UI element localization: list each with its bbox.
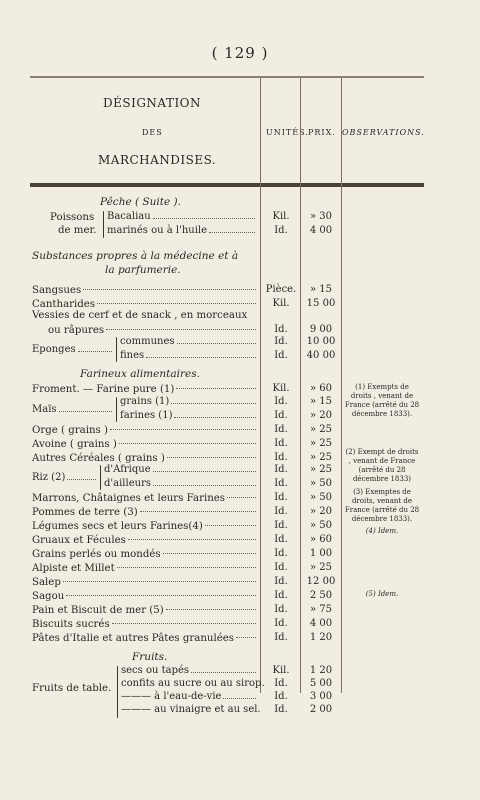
unit-cell: Id. [274, 704, 288, 715]
header-marchandises: MARCHANDISES. [98, 153, 217, 167]
header-rule [30, 183, 424, 187]
unit-cell: Id. [274, 350, 288, 361]
item-row: Pain et Biscuit de mer (5) [32, 604, 258, 617]
item-row: Froment. — Farine pure (1) [32, 383, 258, 396]
unit-cell: Id. [274, 324, 288, 335]
unit-cell: Id. [274, 618, 288, 629]
observation-note: (3) Exemptes de droits, venant de France (arrêté du 28 décembre 1833). [344, 488, 420, 523]
price-cell: » 60 [309, 534, 333, 545]
group-label: Poissons [50, 212, 95, 223]
item-label: ——— au vinaigre et au sel. [121, 704, 261, 715]
header-observations: OBSERVATIONS. [342, 128, 425, 137]
unit-cell: Id. [274, 520, 288, 531]
item-row: Pâtes d'Italie et autres Pâtes granulées [32, 632, 258, 645]
column-rule [341, 78, 342, 693]
item-label: d'ailleurs [104, 478, 258, 489]
item-row: Sangsues [32, 284, 258, 297]
unit-cell: Pièce. [265, 284, 297, 295]
item-row: Sagou [32, 590, 258, 603]
item-row: Orge ( grains ) [32, 424, 258, 437]
item-label: confits au sucre ou au sirop. [121, 678, 265, 689]
header-prix: PRIX. [308, 128, 336, 137]
price-cell: 1 20 [309, 665, 333, 676]
price-cell: » 25 [309, 562, 333, 573]
unit-cell: Id. [274, 492, 288, 503]
observation-note: (2) Exempt de droits , venant de France (arrêté du 28 décembre 1833) [345, 448, 419, 483]
brace [116, 397, 117, 422]
brace [103, 211, 104, 238]
price-cell: 1 20 [309, 632, 333, 643]
unit-cell: Id. [274, 562, 288, 573]
price-cell: » 25 [309, 438, 333, 449]
price-cell: » 15 [309, 284, 333, 295]
item-label: fines [120, 350, 258, 361]
header-des: DES [142, 128, 163, 137]
observation-note: (5) Idem. [365, 590, 399, 598]
item-row: Légumes secs et leurs Farines(4) [32, 520, 258, 533]
unit-cell: Id. [274, 548, 288, 559]
unit-cell: Id. [274, 464, 288, 475]
item-row: Autres Céréales ( grains ) [32, 452, 258, 465]
group-label: de mer. [58, 225, 97, 236]
group-label: Riz (2) [32, 472, 98, 483]
price-cell: » 50 [309, 478, 333, 489]
unit-cell: Id. [274, 478, 288, 489]
unit-cell: Id. [274, 506, 288, 517]
item-row: Marrons, Châtaignes et leurs Farines [32, 492, 258, 505]
unit-cell: Id. [274, 396, 288, 407]
unit-cell: Id. [274, 534, 288, 545]
unit-cell: Id. [274, 604, 288, 615]
item-row: Alpiste et Millet [32, 562, 258, 575]
price-cell: » 50 [309, 520, 333, 531]
brace [117, 666, 118, 718]
item-label: farines (1) [120, 410, 258, 421]
price-cell: » 20 [309, 506, 333, 517]
group-label: Eponges [32, 344, 114, 355]
price-cell: » 30 [309, 211, 333, 222]
price-cell: » 50 [309, 492, 333, 503]
top-rule [30, 76, 424, 78]
section-title: Pêche ( Suite ). [100, 196, 181, 208]
price-cell: 4 00 [309, 225, 333, 236]
price-cell: » 25 [309, 452, 333, 463]
item-row: Salep [32, 576, 258, 589]
price-cell: 2 50 [309, 590, 333, 601]
price-cell: 9 00 [309, 324, 333, 335]
price-cell: 15 00 [306, 298, 336, 309]
page-number: ( 129 ) [211, 44, 269, 62]
header-unites: UNITÉS. [266, 128, 309, 137]
unit-cell: Id. [274, 438, 288, 449]
item-row: Grains perlés ou mondés [32, 548, 258, 561]
price-cell: 10 00 [306, 336, 336, 347]
price-cell: 1 00 [309, 548, 333, 559]
item-row: Vessies de cerf et de snack , en morceaux [32, 310, 248, 321]
item-label: grains (1) [120, 396, 258, 407]
price-cell: » 75 [309, 604, 333, 615]
brace [116, 337, 117, 362]
unit-cell: Id. [274, 632, 288, 643]
unit-cell: Id. [274, 452, 288, 463]
item-row: Avoine ( grains ) [32, 438, 258, 451]
item-row: Cantharides [32, 298, 258, 311]
unit-cell: Kil. [272, 298, 290, 309]
unit-cell: Id. [274, 691, 288, 702]
item-label: d'Afrique [104, 464, 258, 475]
unit-cell: Id. [274, 590, 288, 601]
item-label: ——— à l'eau-de-vie [121, 691, 258, 702]
group-label: Fruits de table. [32, 683, 112, 694]
unit-cell: Id. [274, 410, 288, 421]
price-cell: » 25 [309, 424, 333, 435]
price-cell: » 20 [309, 410, 333, 421]
price-cell: 12 00 [306, 576, 336, 587]
price-cell: » 15 [309, 396, 333, 407]
price-cell: 2 00 [309, 704, 333, 715]
unit-cell: Id. [274, 678, 288, 689]
section-title: Fruits. [132, 651, 168, 663]
item-row: Pommes de terre (3) [32, 506, 258, 519]
price-cell: » 60 [309, 383, 333, 394]
item-label: secs ou tapés [121, 665, 258, 676]
price-cell: 3 00 [309, 691, 333, 702]
section-title: Farineux alimentaires. [80, 368, 200, 380]
item-label: Bacaliau [107, 211, 257, 222]
observation-note: (1) Exempts de droits , venant de France (arrêté du 28 décembre 1833). [344, 383, 420, 418]
unit-cell: Kil. [272, 383, 290, 394]
price-cell: » 25 [309, 464, 333, 475]
item-row: ou râpures [48, 324, 258, 337]
observation-note: (4) Idem. [365, 527, 399, 535]
item-label: communes [120, 336, 258, 347]
item-row: Biscuits sucrés [32, 618, 258, 631]
item-row: Gruaux et Fécules [32, 534, 258, 547]
price-cell: 40 00 [306, 350, 336, 361]
unit-cell: Id. [274, 336, 288, 347]
unit-cell: Kil. [272, 665, 290, 676]
column-rule [260, 78, 261, 693]
price-cell: 4 00 [309, 618, 333, 629]
section-title: Substances propres à la médecine et à [32, 250, 239, 262]
price-cell: 5 00 [309, 678, 333, 689]
item-label: marinés ou à l'huile [107, 225, 257, 236]
unit-cell: Id. [274, 225, 288, 236]
section-title: la parfumerie. [105, 264, 181, 276]
header-designation: DÉSIGNATION [103, 96, 202, 110]
unit-cell: Id. [274, 576, 288, 587]
unit-cell: Id. [274, 424, 288, 435]
unit-cell: Kil. [272, 211, 290, 222]
group-label: Maïs [32, 404, 114, 415]
brace [100, 465, 101, 490]
